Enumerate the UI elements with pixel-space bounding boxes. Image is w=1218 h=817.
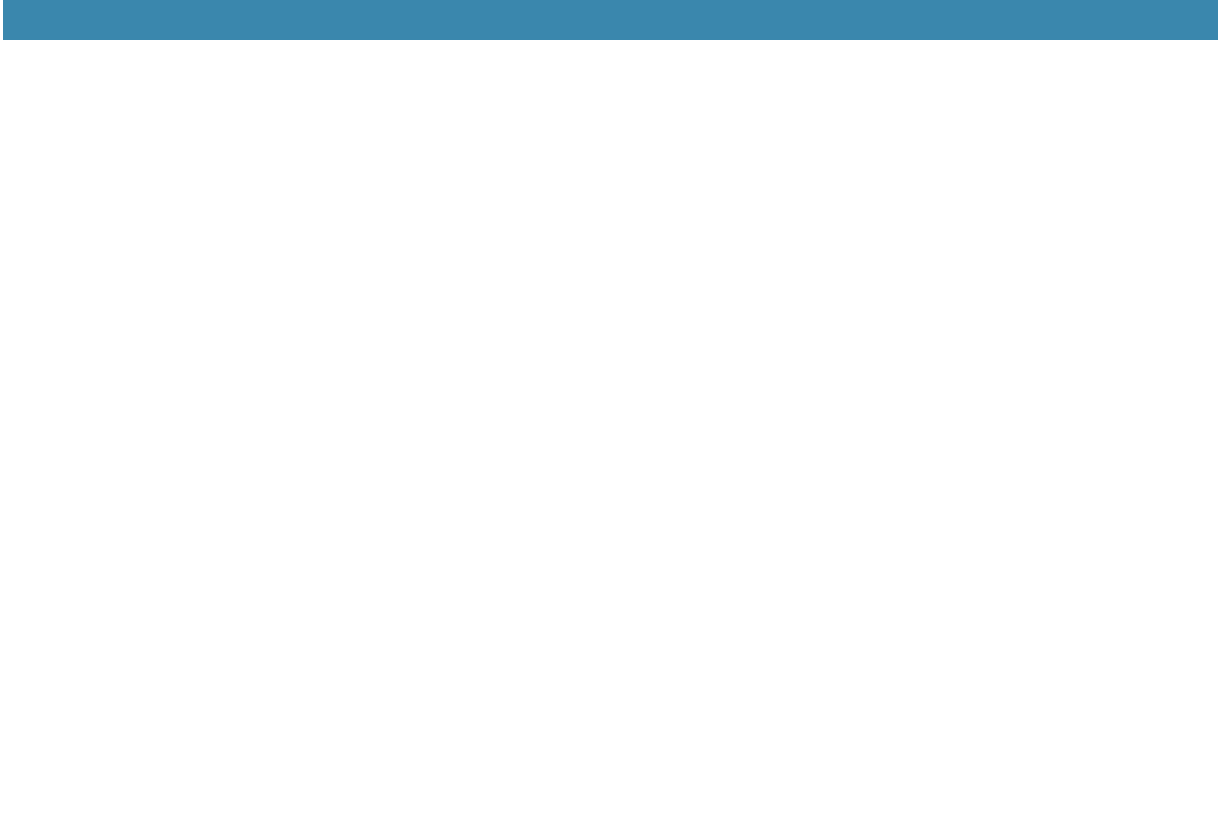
page-title	[3, 0, 1218, 40]
